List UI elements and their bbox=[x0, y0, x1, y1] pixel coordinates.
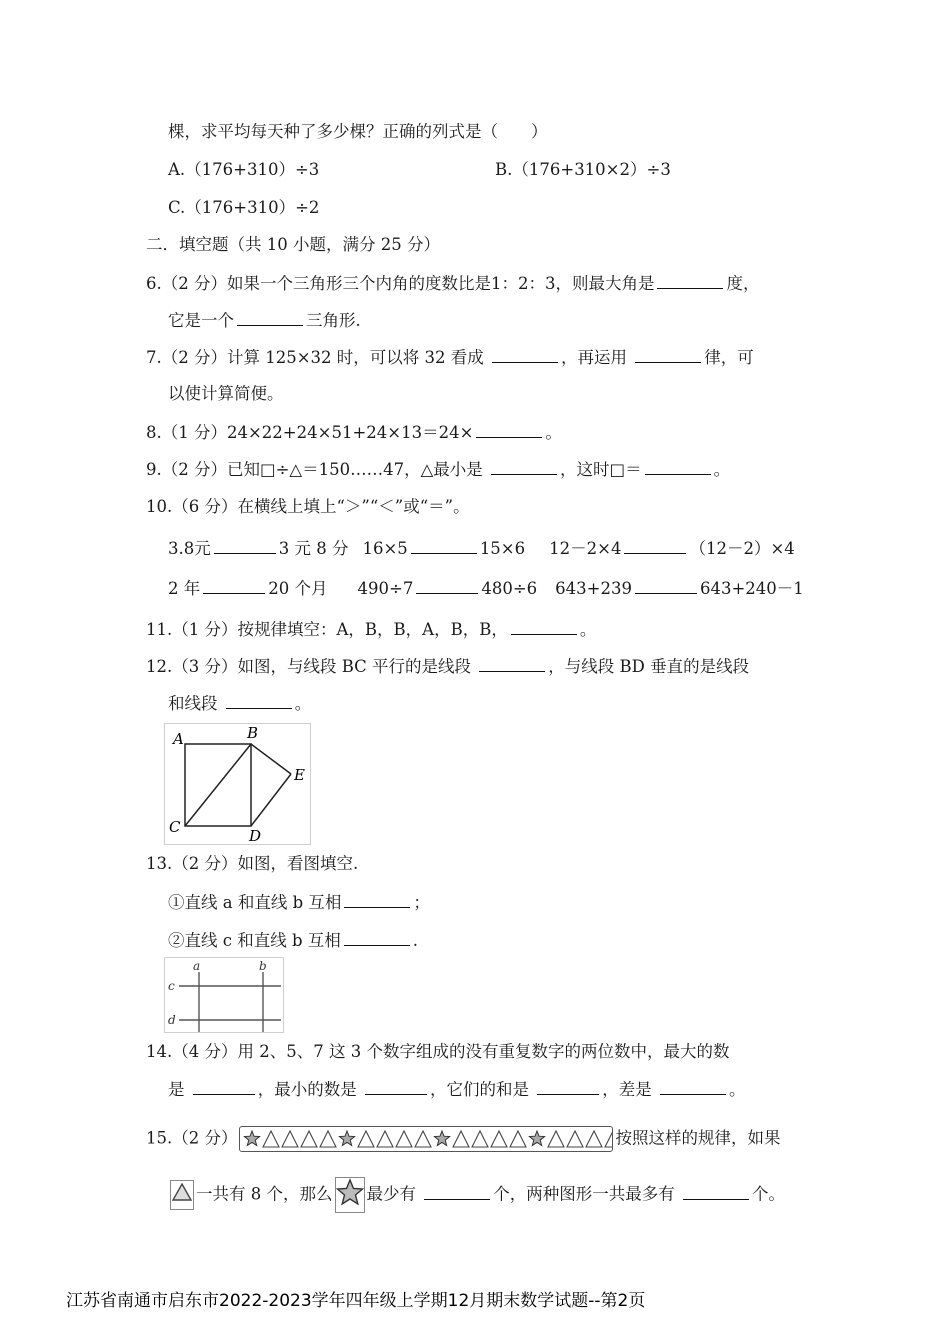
q15-text: 个，两种图形一共最多有 bbox=[493, 1184, 680, 1204]
q12-text: 12.（3 分）如图，与线段 BC 平行的是线段 bbox=[146, 657, 477, 676]
q13-item1 bbox=[168, 891, 430, 914]
answer-blank[interactable] bbox=[635, 577, 697, 594]
label-e: E bbox=[294, 766, 305, 784]
triangle-shape bbox=[548, 1131, 564, 1147]
triangle-shape bbox=[510, 1131, 526, 1147]
q14-text: 14.（4 分）用 2、5、7 这 3 个数字组成的没有重复数字的两位数中，最大的数 bbox=[146, 1042, 730, 1061]
q6-text: 三角形. bbox=[306, 311, 361, 330]
q6-text: 6.（2 分）如果一个三角形三个内角的度数比是1：2：3，则最大角是 bbox=[146, 274, 655, 293]
q9-text: 。 bbox=[713, 460, 731, 479]
answer-blank[interactable] bbox=[657, 272, 723, 289]
answer-blank[interactable] bbox=[226, 692, 292, 709]
q10-text: 10.（6 分）在横线上填上“＞”“＜”或“＝”。 bbox=[146, 497, 470, 516]
label-d: d bbox=[168, 1013, 176, 1027]
star-shape bbox=[530, 1131, 545, 1146]
q12-text: 。 bbox=[294, 694, 312, 713]
q10-cell: 2 年 bbox=[168, 579, 201, 598]
q10-cell: 480÷6 bbox=[481, 579, 538, 598]
q7-text: ，再运用 bbox=[561, 348, 633, 367]
q14-line2 bbox=[168, 1078, 746, 1101]
star-shape bbox=[340, 1131, 355, 1146]
shape-pattern-sequence bbox=[239, 1126, 613, 1152]
q6-line2 bbox=[168, 309, 361, 332]
q13-figure bbox=[164, 957, 284, 1033]
q14-text: 是 bbox=[168, 1080, 190, 1099]
q15-line2 bbox=[168, 1177, 785, 1213]
star-icon bbox=[335, 1177, 365, 1213]
segment-bc bbox=[185, 744, 251, 826]
triangle-shape bbox=[567, 1131, 583, 1147]
q12-figure bbox=[164, 723, 311, 845]
q14-text: ，它们的和是 bbox=[430, 1080, 535, 1099]
star-shape bbox=[435, 1131, 450, 1146]
triangle-shape bbox=[282, 1131, 298, 1147]
page-footer: 江苏省南通市启东市2022-2023学年四年级上学期12月期末数学试题--第2页 bbox=[66, 1291, 646, 1311]
answer-blank[interactable] bbox=[193, 1078, 255, 1095]
label-b: B bbox=[247, 724, 259, 742]
q15-text: 按照这样的规律，如果 bbox=[615, 1128, 781, 1148]
q10-cell: 490÷7 bbox=[357, 579, 414, 598]
q10-cell: 16×5 bbox=[362, 539, 408, 558]
q10-cell: 15×6 bbox=[479, 539, 526, 558]
answer-blank[interactable] bbox=[365, 1078, 427, 1095]
star-shape bbox=[245, 1131, 260, 1146]
answer-blank[interactable] bbox=[492, 346, 558, 363]
q13-text: ①直线 a 和直线 b 互相 bbox=[168, 893, 342, 912]
q7-line1 bbox=[146, 346, 754, 369]
answer-blank[interactable] bbox=[344, 891, 410, 908]
triangle-shape bbox=[301, 1131, 317, 1147]
geometry-diagram bbox=[165, 724, 310, 844]
answer-blank[interactable] bbox=[479, 655, 545, 672]
q10-cell: 20 个月 bbox=[268, 579, 328, 598]
q6-text: 度， bbox=[726, 274, 760, 293]
triangle-shape bbox=[358, 1131, 374, 1147]
q9-text: ，这时□＝ bbox=[560, 460, 642, 479]
label-d: D bbox=[249, 827, 262, 844]
q7-text: 7.（2 分）计算 125×32 时，可以将 32 看成 bbox=[146, 348, 490, 367]
answer-blank[interactable] bbox=[203, 577, 265, 594]
answer-blank[interactable] bbox=[645, 458, 711, 475]
answer-blank[interactable] bbox=[537, 1078, 599, 1095]
q15-line1 bbox=[146, 1126, 780, 1152]
pattern-graphic bbox=[240, 1127, 612, 1151]
q10-cell: 643+239 bbox=[555, 579, 632, 598]
answer-blank[interactable] bbox=[511, 618, 577, 635]
answer-blank[interactable] bbox=[660, 1078, 726, 1095]
triangle-icon bbox=[170, 1180, 194, 1210]
q10-cell: 12－2×4 bbox=[549, 539, 622, 558]
q5-option-b: B.（176+310×2）÷3 bbox=[495, 160, 671, 179]
q6-text: 它是一个 bbox=[168, 311, 234, 330]
answer-blank[interactable] bbox=[411, 537, 477, 554]
triangle-shape bbox=[396, 1131, 412, 1147]
q14-text: 。 bbox=[729, 1080, 746, 1099]
triangle-shape bbox=[453, 1131, 469, 1147]
section-heading: 二．填空题（共 10 小题，满分 25 分） bbox=[146, 235, 440, 254]
q11-text: 11.（1 分）按规律填空：A，B，B，A，B，B， bbox=[146, 620, 508, 639]
q10-cell: 3.8元 bbox=[168, 539, 211, 558]
triangle-shape bbox=[415, 1131, 431, 1147]
q10-cell: 643+240－1 bbox=[699, 579, 804, 598]
label-b: b bbox=[259, 959, 267, 973]
q9-line bbox=[146, 458, 730, 481]
triangle-shape bbox=[491, 1131, 507, 1147]
q12-text: 和线段 bbox=[168, 694, 223, 713]
q6-line1 bbox=[146, 272, 759, 295]
q12-line2 bbox=[168, 692, 311, 715]
q10-row1 bbox=[168, 537, 795, 560]
answer-blank[interactable] bbox=[635, 346, 701, 363]
triangle-shape bbox=[263, 1131, 279, 1147]
label-a: a bbox=[193, 959, 201, 973]
q5-option-c: C.（176+310）÷2 bbox=[168, 198, 320, 217]
answer-blank[interactable] bbox=[476, 421, 542, 438]
label-a: A bbox=[173, 730, 184, 748]
triangle-shape bbox=[377, 1131, 393, 1147]
label-c: C bbox=[169, 818, 181, 836]
q5-text: 棵，求平均每天种了多少棵？正确的列式是（ ） bbox=[168, 122, 548, 141]
label-c: c bbox=[168, 979, 175, 993]
q5-option-a: A.（176+310）÷3 bbox=[168, 160, 320, 179]
q7-line2: 以使计算简便。 bbox=[168, 384, 284, 403]
q13-text: ； bbox=[413, 893, 430, 912]
answer-blank[interactable] bbox=[624, 537, 686, 554]
q11-line bbox=[146, 618, 596, 641]
q15-text: 最少有 bbox=[366, 1184, 422, 1204]
triangle-shape bbox=[605, 1131, 612, 1147]
q13-text: . bbox=[412, 931, 419, 950]
answer-blank[interactable] bbox=[416, 577, 478, 594]
q8-text: 8.（1 分）24×22+24×51+24×13＝24× bbox=[146, 423, 474, 442]
triangle-shape bbox=[320, 1131, 336, 1147]
q13-item2 bbox=[168, 929, 418, 952]
answer-blank[interactable] bbox=[683, 1183, 749, 1200]
q13-text: ②直线 c 和直线 b 互相 bbox=[168, 931, 341, 950]
triangle-shape bbox=[472, 1131, 488, 1147]
q14-text: ，差是 bbox=[602, 1080, 657, 1099]
q8-text: 。 bbox=[545, 423, 562, 442]
q10-cell: （12－2）×4 bbox=[689, 539, 795, 558]
answer-blank[interactable] bbox=[214, 537, 276, 554]
q15-text: 15.（2 分） bbox=[146, 1128, 238, 1148]
q11-text: 。 bbox=[579, 620, 597, 639]
triangle-shape bbox=[586, 1131, 602, 1147]
q15-text: 一共有 8 个，那么 bbox=[196, 1184, 333, 1204]
q7-text: 律，可 bbox=[704, 348, 754, 367]
q12-text: ，与线段 BD 垂直的是线段 bbox=[548, 657, 750, 676]
answer-blank[interactable] bbox=[237, 309, 303, 326]
q15-text: 个。 bbox=[752, 1184, 785, 1204]
q13-text: 13.（2 分）如图，看图填空. bbox=[146, 854, 359, 873]
answer-blank[interactable] bbox=[424, 1183, 490, 1200]
segment-ed bbox=[251, 774, 291, 826]
q9-text: 9.（2 分）已知□÷△＝150……47，△最小是 bbox=[146, 460, 489, 479]
q10-cell: 3 元 8 分 bbox=[278, 539, 349, 558]
q14-text: ，最小的数是 bbox=[257, 1080, 362, 1099]
lines-diagram bbox=[165, 958, 283, 1032]
q8-line bbox=[146, 421, 562, 444]
answer-blank[interactable] bbox=[491, 458, 557, 475]
answer-blank[interactable] bbox=[344, 929, 410, 946]
q10-row2 bbox=[168, 577, 804, 600]
q12-line1 bbox=[146, 655, 749, 678]
segment-be bbox=[251, 744, 291, 774]
